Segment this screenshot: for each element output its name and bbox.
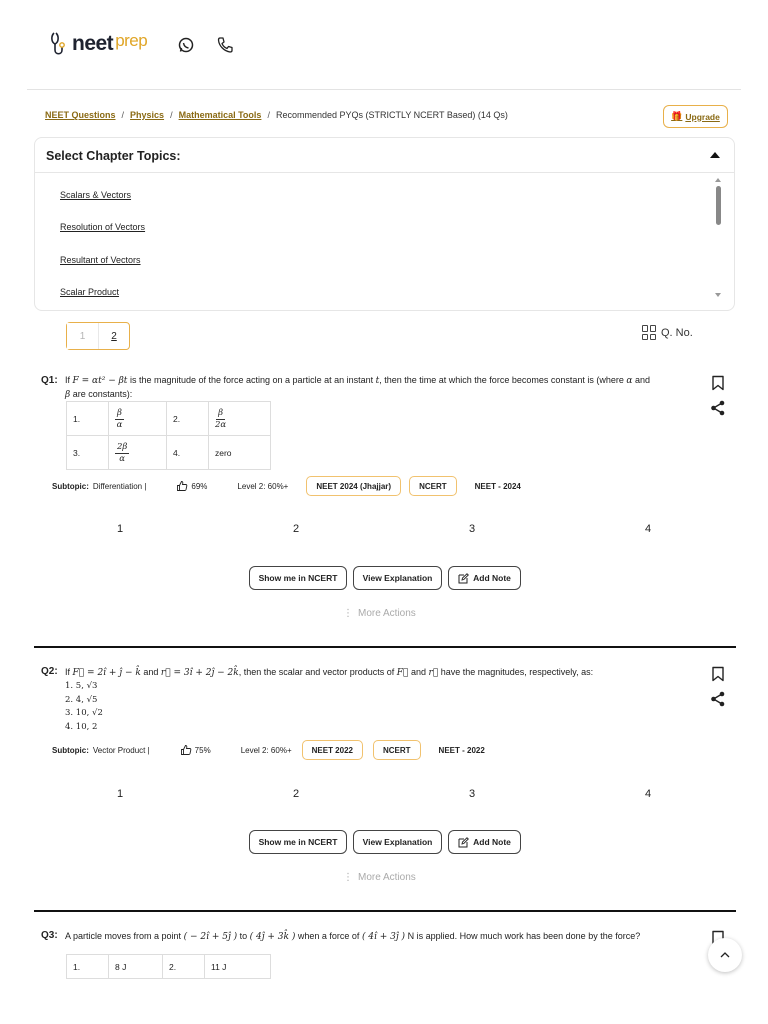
difficulty-level: Level 2: 60%+ (240, 745, 292, 755)
option-3[interactable]: $\frac{2\beta}{\alpha}$ (109, 436, 167, 470)
question-label: Q1: (41, 375, 58, 386)
question-meta: Subtopic: Differentiation | 69% Level 2: 60%+ NEET 2024 (Jhajjar) NCERT NEET - 2024 (52, 476, 521, 496)
option-1[interactable]: 1. 5, √3 (65, 681, 98, 691)
answer-choice-1[interactable]: 1 (116, 523, 124, 535)
option-2[interactable]: 11 J (205, 955, 271, 979)
question-label: Q2: (41, 666, 58, 677)
option-number: 4. (167, 436, 209, 470)
answer-choice-4[interactable]: 4 (644, 788, 652, 800)
edit-icon (458, 573, 469, 584)
answer-choice-2[interactable]: 2 (292, 523, 300, 535)
stethoscope-logo-icon (50, 30, 70, 58)
question-number-toggle[interactable]: Q. No. (642, 325, 693, 340)
share-icon[interactable] (709, 399, 727, 417)
neetprep-logo[interactable]: neet prep (50, 30, 147, 58)
breadcrumb: NEET Questions / Physics / Mathematical Tools / Recommended PYQs (STRICTLY NCERT Based) (14 Qs) (45, 110, 508, 120)
option-2[interactable]: $\frac{\beta}{2\alpha}$ (209, 402, 271, 436)
view-explanation-button[interactable]: View Explanation (353, 566, 442, 590)
exam-tag[interactable]: NEET 2022 (302, 740, 363, 760)
add-note-button[interactable]: Add Note (448, 566, 521, 590)
option-number: 2. (163, 955, 205, 979)
whatsapp-icon[interactable] (176, 35, 196, 55)
difficulty-level: Level 2: 60%+ (237, 481, 289, 491)
option-number: 1. (67, 402, 109, 436)
question-text: If F = αt² − βt is the magnitude of the force acting on a particle at an instant t, then the time at which the force becomes constant is (where α and β are constants): (65, 375, 651, 400)
topic-scalars-vectors[interactable]: Scalars & Vectors (60, 190, 132, 200)
more-vertical-icon: ⋮ (343, 608, 352, 619)
options-table (66, 954, 271, 979)
view-explanation-button[interactable]: View Explanation (353, 830, 442, 854)
grid-icon (642, 325, 657, 340)
scroll-up-arrow-icon[interactable] (715, 178, 721, 182)
option-number: 3. (67, 436, 109, 470)
header-divider (27, 89, 741, 90)
subtopic-value: Differentiation | (92, 481, 147, 491)
phone-icon[interactable] (215, 35, 235, 55)
like-percentage: 75% (180, 744, 211, 756)
option-2[interactable]: 2. 4, √5 (65, 694, 98, 705)
question-label: Q3: (41, 930, 58, 941)
bookmark-icon[interactable] (709, 665, 727, 683)
collapse-caret-icon[interactable] (710, 152, 720, 158)
option-number: 2. (167, 402, 209, 436)
answer-choice-3[interactable]: 3 (468, 523, 476, 535)
add-note-button[interactable]: Add Note (448, 830, 521, 854)
option-1[interactable]: $\frac{\beta}{\alpha}$ (109, 402, 167, 436)
options-list (65, 680, 103, 734)
question-text: A particle moves from a point ( − 2î + 5ĵ ) to ( 4ĵ + 3k̂ ) when a force of ( 4î + 3ĵ ) N is applied. How much work has been done by the force? (65, 931, 641, 942)
edit-icon (458, 837, 469, 848)
page-2-button[interactable]: 2 (98, 323, 129, 349)
topics-list (60, 190, 145, 319)
more-vertical-icon: ⋮ (343, 872, 352, 883)
thumbs-up-icon (180, 744, 192, 756)
breadcrumb-current: Recommended PYQs (STRICTLY NCERT Based) (14 Qs) (275, 110, 508, 120)
option-number: 1. (67, 955, 109, 979)
show-in-ncert-button[interactable]: Show me in NCERT (249, 830, 347, 854)
gift-icon: 🎁 (671, 111, 683, 121)
ncert-tag[interactable]: NCERT (373, 740, 421, 760)
subtopic-value: Vector Product | (92, 745, 150, 755)
like-percentage: 69% (176, 480, 207, 492)
site-header (0, 0, 768, 90)
answer-choice-2[interactable]: 2 (292, 788, 300, 800)
option-1[interactable]: 8 J (109, 955, 163, 979)
share-icon[interactable] (709, 690, 727, 708)
chapter-topics-title: Select Chapter Topics: (46, 149, 181, 163)
upgrade-button[interactable]: 🎁 Upgrade (663, 105, 728, 128)
more-actions-button[interactable]: ⋮ More Actions (343, 872, 416, 883)
answer-choice-3[interactable]: 3 (468, 788, 476, 800)
answer-choice-4[interactable]: 4 (644, 523, 652, 535)
bookmark-icon[interactable] (709, 374, 727, 392)
answer-choice-1[interactable]: 1 (116, 788, 124, 800)
chapter-topics-panel (34, 137, 735, 311)
thumbs-up-icon (176, 480, 188, 492)
more-actions-button[interactable]: ⋮ More Actions (343, 608, 416, 619)
option-4[interactable]: 4. 10, 2 (65, 721, 98, 732)
breadcrumb-physics[interactable]: Physics (130, 110, 165, 120)
breadcrumb-mathematical-tools[interactable]: Mathematical Tools (178, 110, 262, 120)
exam-year-tag: NEET - 2024 (474, 481, 521, 491)
question-text: If F⃗ = 2î + ĵ − k̂ and r⃗ = 3î + 2ĵ − 2k̂, then the scalar and vector products of F⃗ and r⃗ have the magnitudes, respectively, as: (65, 667, 594, 678)
exam-tag[interactable]: NEET 2024 (Jhajjar) (306, 476, 401, 496)
exam-year-tag: NEET - 2022 (438, 745, 485, 755)
breadcrumb-neet-questions[interactable]: NEET Questions (45, 110, 116, 120)
ncert-tag[interactable]: NCERT (409, 476, 457, 496)
topics-scrollbar[interactable] (716, 186, 721, 225)
question-divider (34, 646, 736, 648)
scroll-to-top-button[interactable] (708, 938, 742, 972)
chevron-up-icon (719, 951, 731, 959)
topic-scalar-product[interactable]: Scalar Product (60, 286, 120, 297)
question-meta: Subtopic: Vector Product | 75% Level 2: 60%+ NEET 2022 NCERT NEET - 2022 (52, 740, 485, 760)
pagination (66, 322, 130, 350)
topic-resolution-of-vectors[interactable]: Resolution of Vectors (60, 222, 146, 233)
question-divider (34, 910, 736, 912)
options-table (66, 401, 271, 470)
topic-resultant-of-vectors[interactable]: Resultant of Vectors (60, 254, 141, 265)
option-4[interactable]: zero (209, 436, 271, 470)
show-in-ncert-button[interactable]: Show me in NCERT (249, 566, 347, 590)
page-1-button[interactable]: 1 (67, 323, 98, 349)
scroll-down-arrow-icon[interactable] (715, 293, 721, 297)
option-3[interactable]: 3. 10, √2 (65, 708, 103, 718)
